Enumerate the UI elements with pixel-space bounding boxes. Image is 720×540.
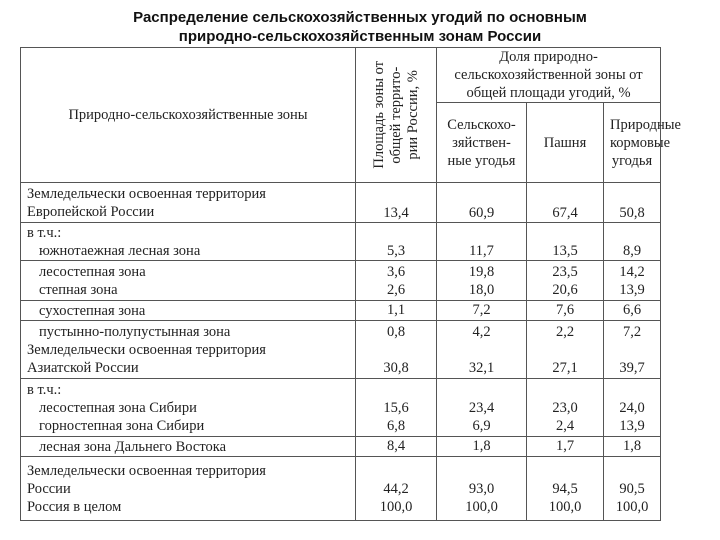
header-area-line-3: рии России, % bbox=[404, 70, 421, 160]
row-name bbox=[21, 223, 356, 261]
cell-value: 0,8 bbox=[386, 323, 406, 340]
cell-value: 100,0 bbox=[615, 498, 649, 515]
row-name-line-2: Земледельчески освоенная территория bbox=[27, 341, 266, 358]
cell-value: 94,5 bbox=[552, 480, 578, 497]
cell-pasture bbox=[604, 457, 661, 521]
cell-value: 100,0 bbox=[465, 498, 498, 515]
row-name-line-2: горностепная зона Сибири bbox=[39, 417, 205, 434]
header-agri-line-2: зяйствен- bbox=[452, 134, 511, 151]
cell-value: 18,0 bbox=[468, 281, 495, 298]
cell-agri: 60,9 bbox=[437, 183, 527, 223]
row-name bbox=[21, 301, 356, 321]
row-name-line: лесная зона Дальнего Востока bbox=[39, 438, 227, 455]
cell-agri bbox=[437, 261, 527, 301]
row-name bbox=[21, 261, 356, 301]
cell-value: 2,4 bbox=[555, 417, 575, 434]
header-pasture-line-3: угодья bbox=[611, 152, 653, 169]
row-name-line-1: лесостепная зона bbox=[39, 263, 146, 280]
table-row bbox=[21, 261, 661, 301]
table-row bbox=[21, 301, 661, 321]
header-area-line-1: Площадь зоны от bbox=[370, 61, 387, 169]
cell-arable bbox=[527, 379, 604, 437]
cell-value: 7,2 bbox=[622, 323, 642, 340]
cell-value: 39,7 bbox=[619, 359, 645, 376]
cell-pasture: 1,8 bbox=[604, 437, 661, 457]
row-name-line-1: лесостепная зона Сибири bbox=[39, 399, 197, 416]
row-name bbox=[21, 457, 356, 521]
cell-value: 90,5 bbox=[619, 480, 645, 497]
cell-value: 13,9 bbox=[619, 417, 645, 434]
header-share-line-3: общей площади угодий, % bbox=[466, 85, 631, 101]
cell-agri: 1,8 bbox=[437, 437, 527, 457]
cell-pasture bbox=[604, 379, 661, 437]
cell-arable: 13,5 bbox=[527, 223, 604, 261]
cell-area: 13,4 bbox=[356, 183, 437, 223]
title-line-2: природно-сельскохозяйственным зонам России bbox=[178, 28, 542, 45]
cell-value: 23,5 bbox=[552, 263, 578, 280]
row-name-line-3: Россия в целом bbox=[27, 498, 122, 515]
cell-pasture: 50,8 bbox=[604, 183, 661, 223]
cell-value: 14,2 bbox=[619, 263, 645, 280]
incl-label: в т.ч.: bbox=[27, 381, 62, 398]
row-name-line-2: Европейской России bbox=[27, 203, 155, 220]
table-row bbox=[21, 379, 661, 437]
cell-area: 8,4 bbox=[356, 437, 437, 457]
cell-arable: 1,7 bbox=[527, 437, 604, 457]
cell-value: 44,2 bbox=[383, 480, 409, 497]
cell-area: 1,1 bbox=[356, 301, 437, 321]
cell-value: 6,9 bbox=[472, 417, 491, 434]
title-line-1: Распределение сельскохозяйственных угодий по основным bbox=[133, 9, 587, 26]
page-title bbox=[0, 8, 720, 46]
cell-arable: 67,4 bbox=[527, 183, 604, 223]
row-name bbox=[21, 183, 356, 223]
header-share bbox=[437, 48, 661, 103]
land-distribution-table bbox=[20, 47, 681, 521]
header-agri-line-1: Сельскохо- bbox=[447, 116, 516, 133]
cell-value: 30,8 bbox=[383, 359, 409, 376]
row-name-line-1: Земледельчески освоенная территория bbox=[27, 462, 266, 479]
row-name bbox=[21, 379, 356, 437]
row-name-line: южнотаежная лесная зона bbox=[39, 242, 201, 259]
cell-agri bbox=[437, 321, 527, 379]
cell-area bbox=[356, 457, 437, 521]
cell-pasture: 6,6 bbox=[604, 301, 661, 321]
cell-arable bbox=[527, 321, 604, 379]
cell-value: 19,8 bbox=[468, 263, 495, 280]
cell-value: 27,1 bbox=[552, 359, 578, 376]
header-arable: Пашня bbox=[527, 103, 604, 183]
cell-value: 100,0 bbox=[379, 498, 413, 515]
cell-value: 24,0 bbox=[619, 399, 645, 416]
row-name-line-3: Азиатской России bbox=[27, 359, 139, 376]
cell-agri: 11,7 bbox=[437, 223, 527, 261]
incl-label: в т.ч.: bbox=[27, 224, 62, 241]
cell-value: 2,6 bbox=[386, 281, 406, 298]
cell-agri bbox=[437, 457, 527, 521]
table-row bbox=[21, 183, 661, 223]
header-agri-line-3: ные угодья bbox=[447, 152, 516, 169]
cell-value: 6,8 bbox=[386, 417, 406, 434]
cell-area bbox=[356, 321, 437, 379]
table-row bbox=[21, 223, 661, 261]
cell-value: 23,0 bbox=[552, 399, 578, 416]
header-pasture-line-1: Природные bbox=[610, 116, 681, 133]
cell-value: 23,4 bbox=[468, 399, 495, 416]
table-row bbox=[21, 457, 661, 521]
row-name-line-2: степная зона bbox=[39, 281, 118, 298]
cell-arable bbox=[527, 261, 604, 301]
row-name-line-1: пустынно-полупустынная зона bbox=[39, 323, 231, 340]
table-row bbox=[21, 321, 661, 379]
table-row bbox=[21, 437, 661, 457]
cell-value: 3,6 bbox=[386, 263, 406, 280]
header-pasture-line-2: кормовые bbox=[610, 134, 671, 151]
cell-pasture: 8,9 bbox=[604, 223, 661, 261]
header-pasture bbox=[604, 103, 681, 183]
cell-value: 4,2 bbox=[472, 323, 491, 340]
cell-value: 100,0 bbox=[548, 498, 582, 515]
row-name-line: сухостепная зона bbox=[39, 302, 146, 319]
header-zones: Природно-сельскохозяйственные зоны bbox=[21, 48, 356, 183]
row-name bbox=[21, 321, 356, 379]
header-share-line-2: сельскохозяйственной зоны от bbox=[454, 67, 643, 83]
cell-area: 5,3 bbox=[356, 223, 437, 261]
cell-pasture bbox=[604, 261, 661, 301]
cell-agri: 7,2 bbox=[437, 301, 527, 321]
cell-arable: 7,6 bbox=[527, 301, 604, 321]
cell-value: 32,1 bbox=[468, 359, 495, 376]
cell-value: 20,6 bbox=[552, 281, 578, 298]
row-name-line-2: России bbox=[27, 480, 71, 497]
header-share-line-1: Доля природно- bbox=[499, 49, 598, 65]
cell-area bbox=[356, 261, 437, 301]
cell-value: 2,2 bbox=[555, 323, 575, 340]
header-agri bbox=[437, 103, 527, 183]
cell-pasture bbox=[604, 321, 661, 379]
header-area bbox=[356, 48, 437, 183]
cell-value: 13,9 bbox=[619, 281, 645, 298]
cell-area bbox=[356, 379, 437, 437]
row-name-line-1: Земледельчески освоенная территория bbox=[27, 185, 266, 202]
cell-agri bbox=[437, 379, 527, 437]
cell-value: 93,0 bbox=[468, 480, 495, 497]
cell-arable bbox=[527, 457, 604, 521]
cell-value: 15,6 bbox=[383, 399, 409, 416]
header-area-line-2: общей террито- bbox=[387, 66, 404, 164]
row-name bbox=[21, 437, 356, 457]
